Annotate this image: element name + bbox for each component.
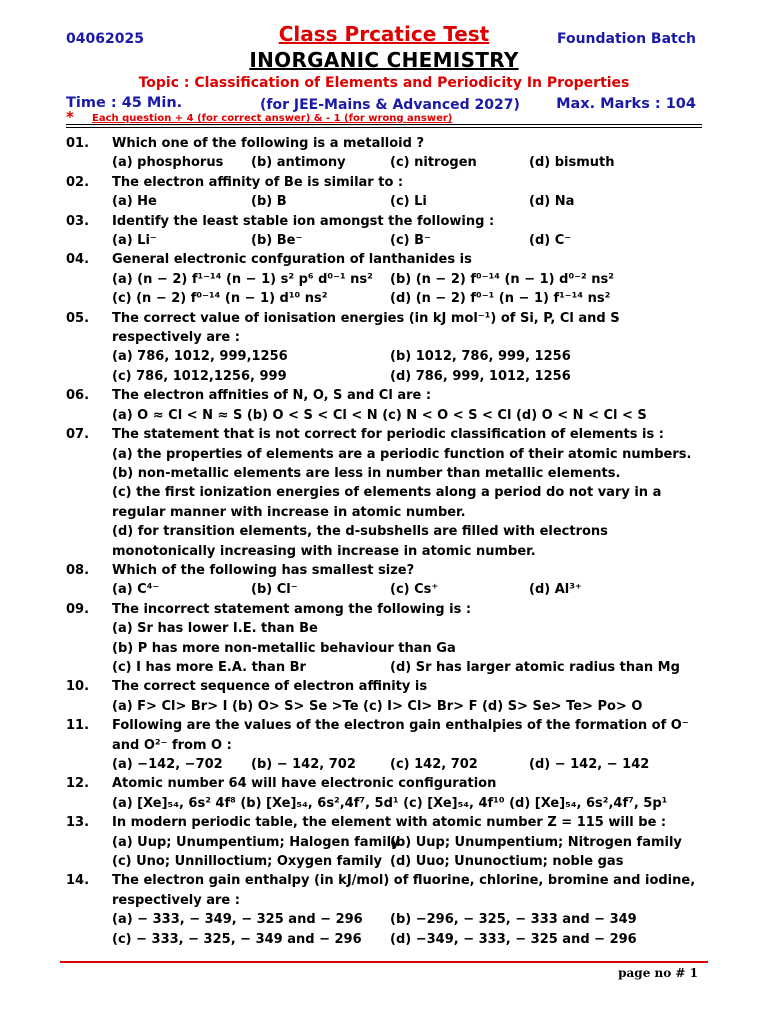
answer-option: (a) F> Cl> Br> I (b) O> S> Se >Te (c) I> Cl> Br> F (d) S> Se> Te> Po> O [112,698,643,714]
answer-option: (c) Li [390,194,427,210]
question-number: 03. [66,213,90,229]
answer-option: (a) He [112,194,157,210]
answer-option: (c) − 333, − 325, − 349 and − 296 [112,931,362,947]
question-text: The statement that is not correct for periodic classification of elements is : [112,427,664,443]
note-star: * [66,108,74,126]
answer-option: (a) Li⁻ [112,233,157,249]
question-text: General electronic confguration of lanthanides is [112,252,472,268]
answer-option: (d) − 142, − 142 [529,757,650,772]
answer-option: (a) (n − 2) f¹⁻¹⁴ (n − 1) s² p⁶ d⁰⁻¹ ns² [112,271,373,287]
question-number: 12. [66,776,90,792]
answer-option: (d) −349, − 333, − 325 and − 296 [390,931,637,947]
question-item [66,173,706,212]
question-number: 09. [66,601,90,617]
question-number: 06. [66,388,90,404]
question-number: 08. [66,562,90,578]
question-text: Which of the following has smallest size? [112,562,415,578]
answer-option: (c) Cs⁺ [390,582,439,598]
answer-option: (c) I has more E.A. than Br [112,659,306,675]
topic-line: Topic : Classification of Elements and Periodicity In Properties [138,75,630,91]
question-number: 05. [66,310,90,326]
answer-option: (c) 142, 702 [390,757,478,772]
question-number: 01. [66,136,90,151]
answer-option: (a) O ≈ Cl < N ≈ S (b) O < S < Cl < N (c) N < O < S < Cl (d) O < N < Cl < S [112,407,647,423]
question-number: 02. [66,174,90,190]
answer-option: (c) (n − 2) f⁰⁻¹⁴ (n − 1) d¹⁰ ns² [112,291,328,307]
question-item [66,386,706,425]
question-item [66,716,706,774]
max-marks-label: Max. Marks : 104 [556,96,696,112]
page-number: page no # 1 [618,966,698,980]
header-rule-top [66,124,702,125]
answer-option: (a) − 333, − 349, − 325 and − 296 [112,912,363,928]
answer-option: (d) Sr has larger atomic radius than Mg [390,659,680,675]
question-text: The incorrect statement among the following is : [112,601,472,617]
question-item [66,677,706,716]
answer-option: (b) antimony [251,155,346,171]
answer-option: (d) Al³⁺ [529,582,582,598]
question-number: 04. [66,252,90,268]
answer-option: (a) Uup; Unumpentium; Halogen family [112,834,400,850]
answer-option: (c) the first ionization energies of elements along a period do not vary in a regular manner with increase in atomic number. [112,485,662,520]
marking-note: Each question + 4 (for correct answer) & - 1 (for wrong answer) [92,113,453,124]
question-text: Atomic number 64 will have electronic configuration [112,776,497,792]
question-text: The electron affinity of Be is similar to : [112,174,404,190]
answer-option: (b) 1012, 786, 999, 1256 [390,349,571,365]
answer-option: (d) C⁻ [529,233,572,249]
batch-label: Foundation Batch [556,31,696,47]
question-number: 11. [66,718,90,734]
question-item [66,212,706,251]
question-text: In modern periodic table, the element with atomic number Z = 115 will be : [112,815,667,831]
question-text: Following are the values of the electron gain enthalpies of the formation of O⁻ and O²⁻ from O : [112,718,689,753]
question-item [66,871,706,949]
answer-option: (a) 786, 1012, 999,1256 [112,349,288,365]
answer-option: (a) [Xe]₅₄, 6s² 4f⁸ (b) [Xe]₅₄, 6s²,4f⁷, 5d¹ (c) [Xe]₅₄, 4f¹⁰ (d) [Xe]₅₄, 6s²,4f⁷, 5p¹ [112,795,668,811]
answer-option: (c) B⁻ [390,233,431,249]
question-text: The electron gain enthalpy (in kJ/mol) of fluorine, chlorine, bromine and iodine, respectively are : [112,873,696,908]
question-item [66,134,706,173]
question-number: 10. [66,679,90,695]
answer-option: (a) the properties of elements are a periodic function of their atomic numbers. [112,446,692,462]
question-text: The correct value of ionisation energies (in kJ mol⁻¹) of Si, P, Cl and S respectively are : [112,310,620,346]
question-item [66,561,706,600]
question-number: 07. [66,427,90,443]
answer-option: (a) phosphorus [112,155,224,171]
question-item [66,600,706,678]
question-item [66,425,706,561]
subject-heading: INORGANIC CHEMISTRY [249,48,519,72]
exam-label: (for JEE-Mains & Advanced 2027) [260,97,520,113]
test-code: 04062025 [66,31,144,47]
question-text: Identify the least stable ion amongst the following : [112,213,495,229]
answer-option: (b) Be⁻ [251,233,303,249]
answer-option: (a) Sr has lower I.E. than Be [112,621,318,637]
header-rule-bottom [66,127,702,128]
question-item [66,250,706,308]
answer-option: (b) P has more non-metallic behaviour than Ga [112,640,456,656]
answer-option: (d) Uuo; Ununoctium; noble gas [390,854,624,870]
answer-option: (d) (n − 2) f⁰⁻¹ (n − 1) f¹⁻¹⁴ ns² [390,291,611,307]
answer-option: (b) non-metallic elements are less in number than metallic elements. [112,465,621,481]
answer-option: (a) −142, −702 [112,757,223,772]
question-number: 13. [66,815,90,831]
question-item [66,309,706,387]
question-item [66,774,706,813]
question-list [66,134,706,949]
answer-option: (a) C⁴⁻ [112,582,160,598]
answer-option: (d) bismuth [529,155,615,171]
answer-option: (d) for transition elements, the d-subshells are filled with electrons monotonically increasing with increase in atomic number. [112,524,608,559]
answer-option: (b) Cl⁻ [251,582,298,598]
question-text: Which one of the following is a metalloid ? [112,136,425,151]
answer-option: (b) Uup; Unumpentium; Nitrogen family [390,834,682,850]
question-number: 14. [66,873,90,889]
footer-rule [60,961,708,963]
answer-option: (c) 786, 1012,1256, 999 [112,368,287,384]
answer-option: (d) 786, 999, 1012, 1256 [390,368,571,384]
answer-option: (c) Uno; Unnilloctium; Oxygen family [112,854,383,870]
answer-option: (b) −296, − 325, − 333 and − 349 [390,912,637,928]
question-text: The correct sequence of electron affinity is [112,679,428,695]
answer-option: (d) Na [529,194,575,210]
question-item [66,813,706,871]
answer-option: (c) nitrogen [390,155,477,171]
page-title: Class Prcatice Test [278,22,490,46]
time-label: Time : 45 Min. [66,95,183,111]
answer-option: (b) − 142, 702 [251,757,356,772]
answer-option: (b) (n − 2) f⁰⁻¹⁴ (n − 1) d⁰⁻² ns² [390,271,614,287]
answer-option: (b) B [251,194,287,210]
question-text: The electron affnities of N, O, S and Cl are : [112,388,432,404]
